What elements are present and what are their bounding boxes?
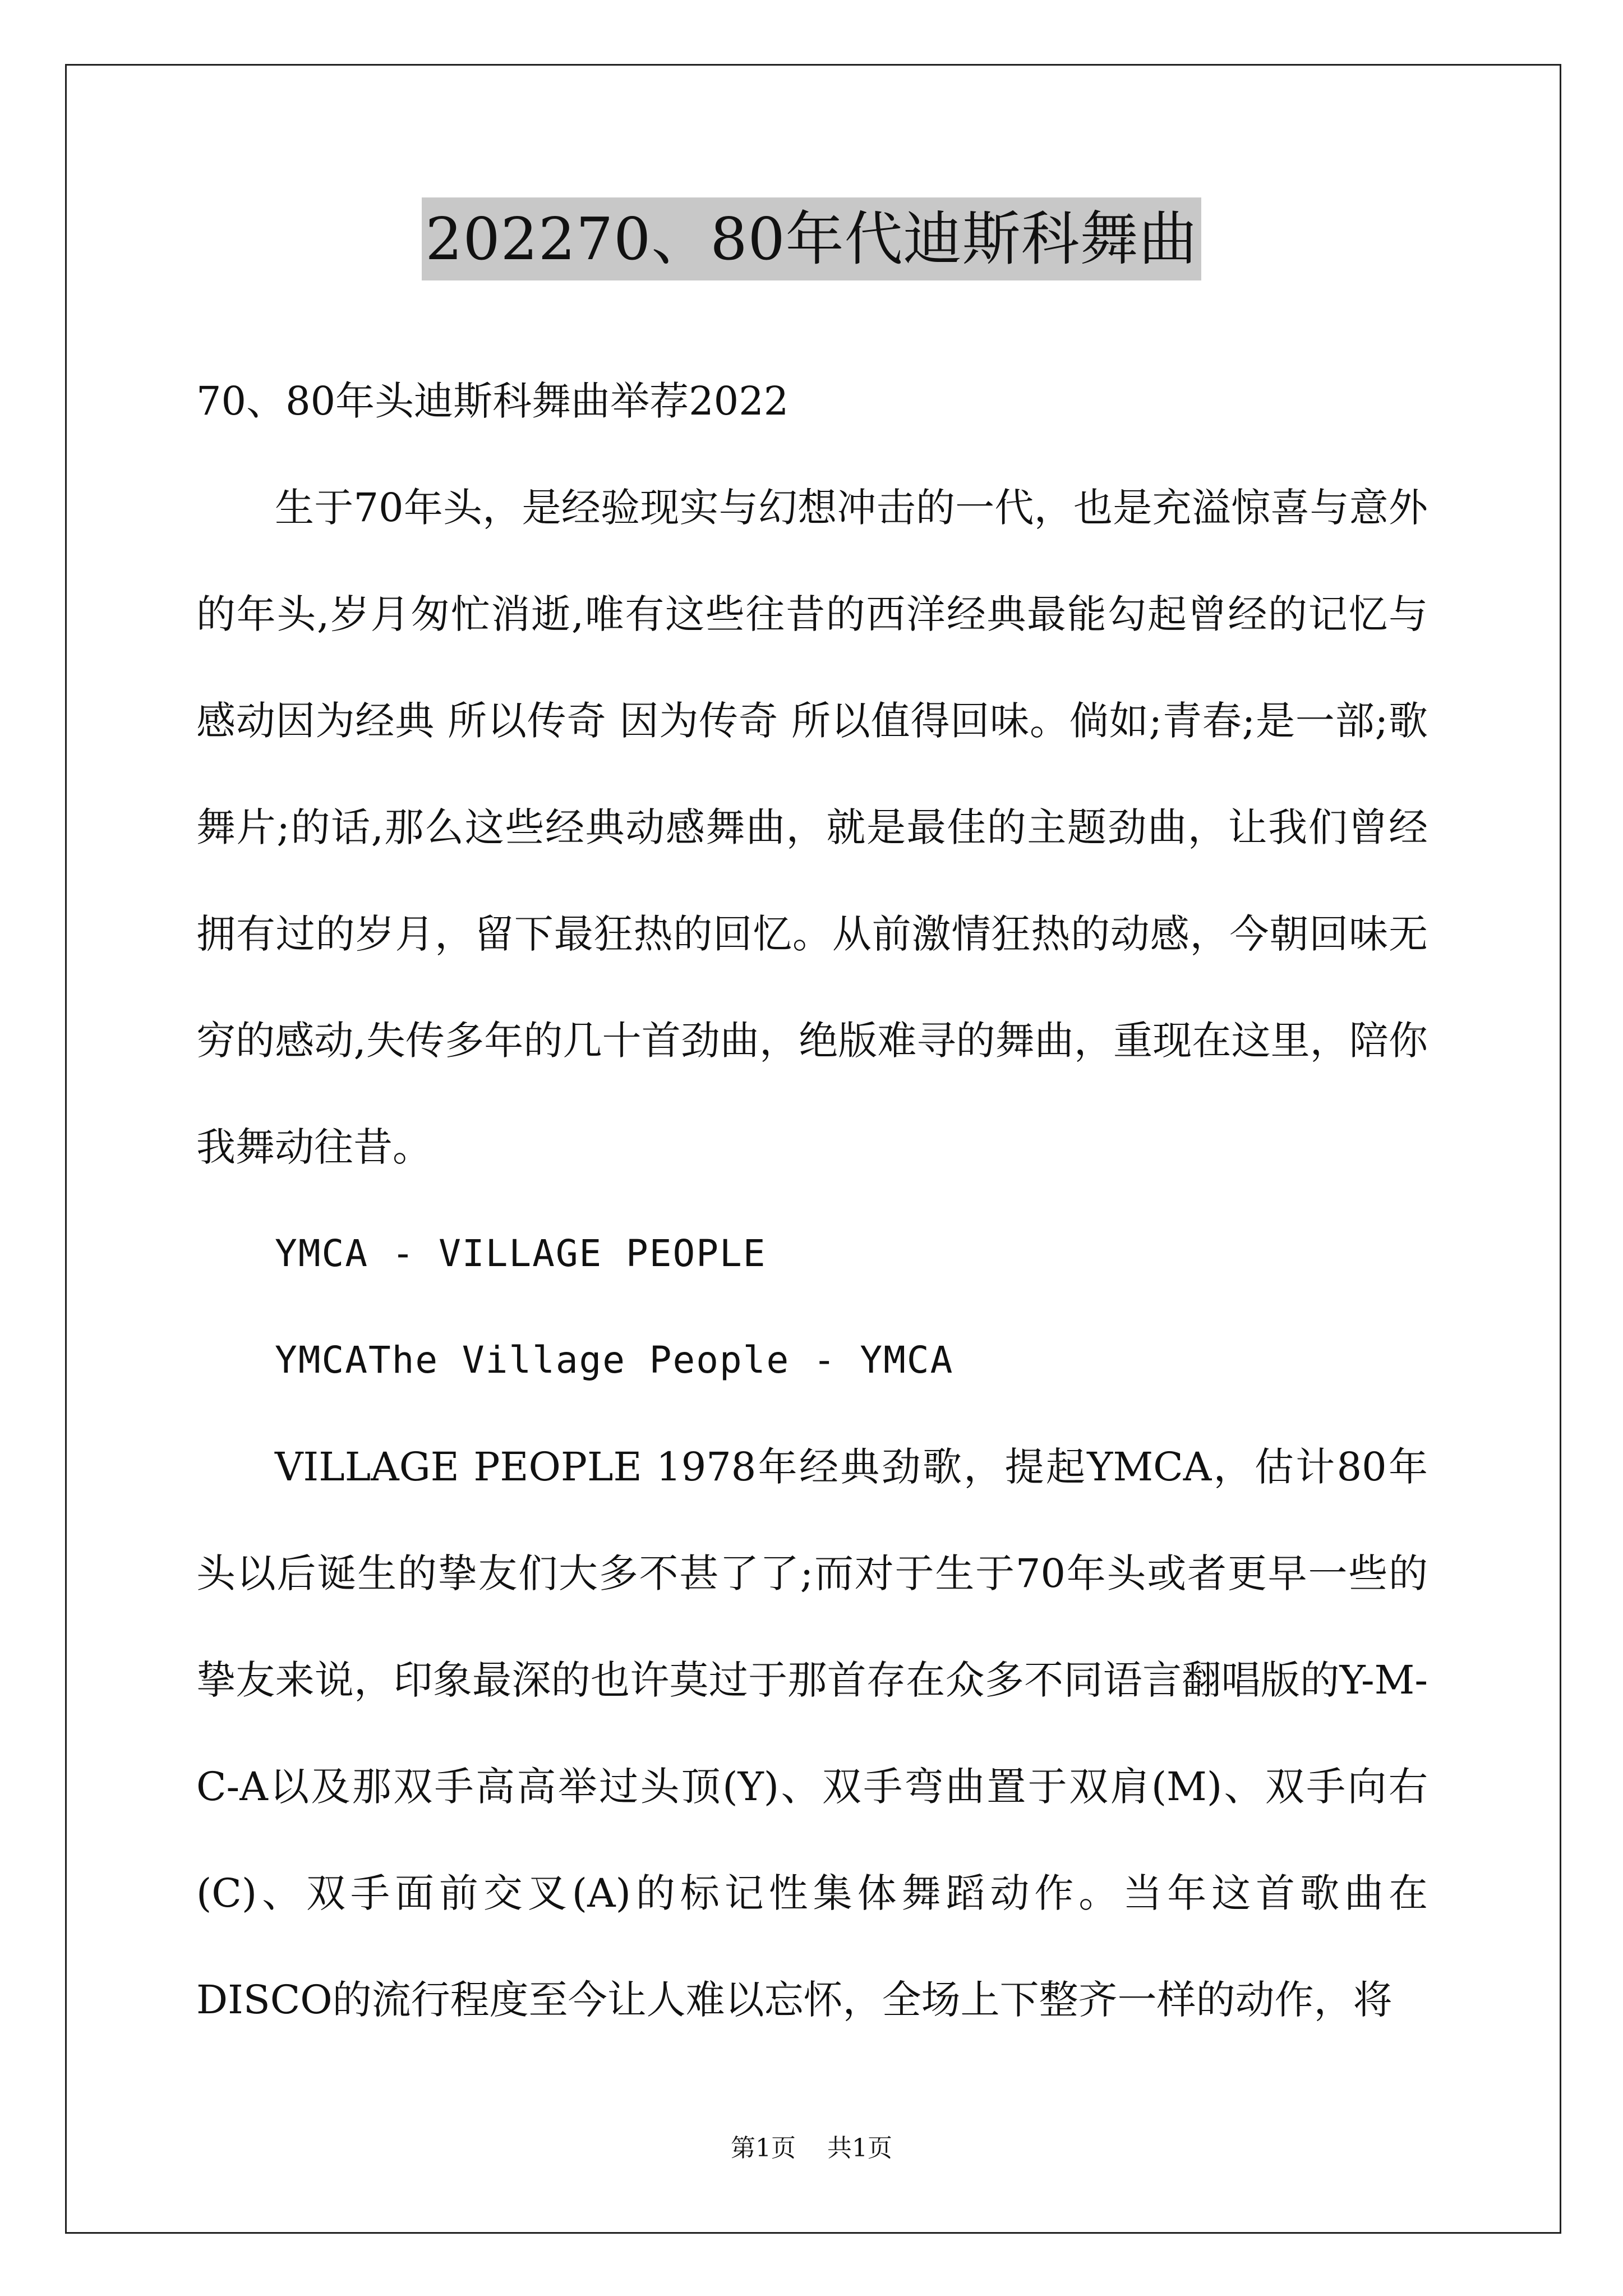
document-body — [196, 348, 1428, 2053]
paragraph-intro: 生于70年头，是经验现实与幻想冲击的一代，也是充溢惊喜与意外的年头,岁月匆忙消逝,唯有这些往昔的西洋经典最能勾起曾经的记忆与感动因为经典 所以传奇 因为传奇 所以值得回味。倘如;青春;是一部;歌舞片;的话,那么这些经典动感舞曲，就是最佳的主题劲曲，让我们曾经拥有过的岁月，留下最狂热的回忆。从前激情狂热的动感，今朝回味无穷的感动,失传多年的几十首劲曲，绝版难寻的舞曲，重现在这里，陪你我舞动往昔。 — [196, 485, 1428, 1170]
paragraph-song-title: YMCA - VILLAGE PEOPLE — [275, 1232, 767, 1275]
page-total: 共1页 — [827, 2134, 892, 2162]
title-block — [0, 197, 1623, 280]
paragraph-song-subtitle: YMCAThe Village People - YMCA — [275, 1338, 954, 1382]
paragraph-ymca-description: VILLAGE PEOPLE 1978年经典劲歌，提起YMCA，估计80年头以后诞生的挚友们大多不甚了了;而对于生于70年头或者更早一些的挚友来说，印象最深的也许莫过于那首存在众多不同语言翻唱版的Y-M-C-A以及那双手高高举过头顶(Y)、双手弯曲置于双肩(M)、双手向右(C)、双手面前交叉(A)的标记性集体舞蹈动作。当年这首歌曲在DISCO的流行程度至今让人难以忘怀，全场上下整齐一样的动作，将 — [196, 1444, 1428, 2023]
page-number: 第1页 — [731, 2134, 796, 2162]
subtitle-line: 70、80年头迪斯科舞曲举荐2022 — [196, 378, 789, 424]
document-title: 202270、80年代迪斯科舞曲 — [422, 197, 1201, 280]
page-footer — [0, 2132, 1623, 2165]
